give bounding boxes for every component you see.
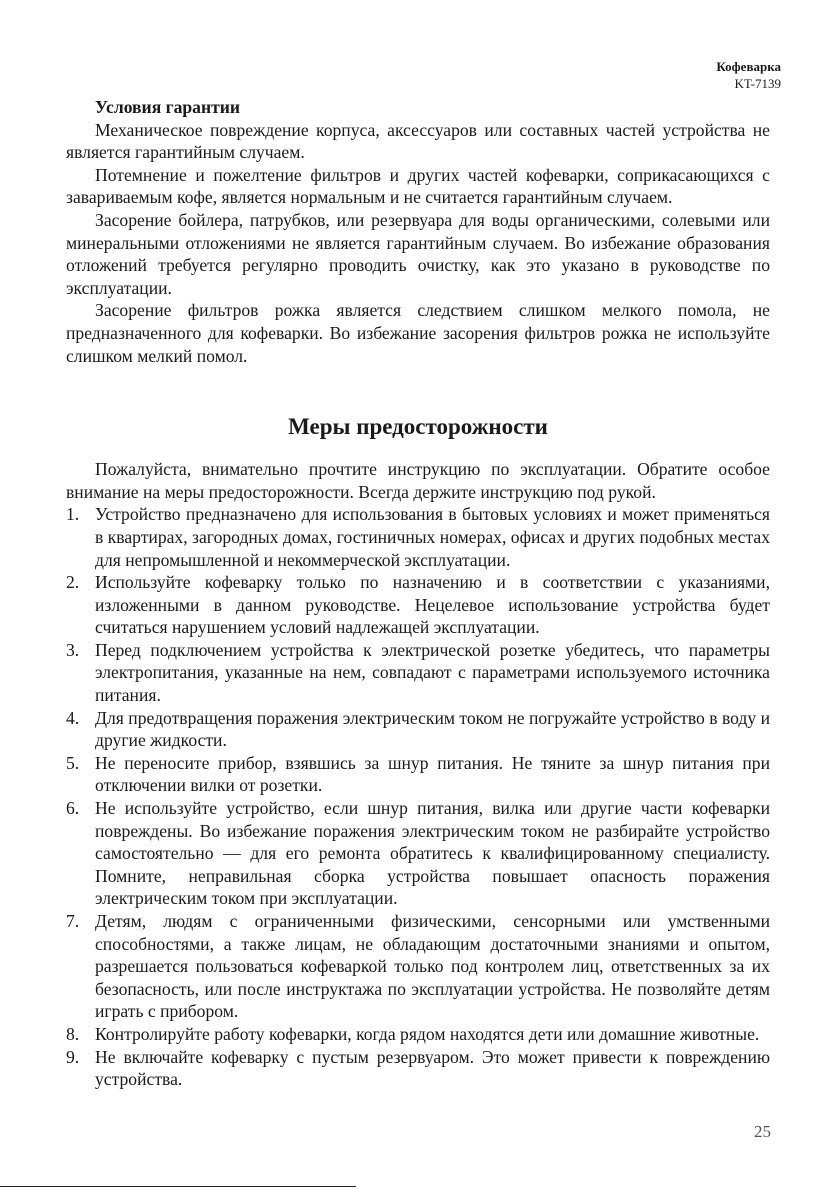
list-item <box>66 503 770 571</box>
precautions-intro: Пожалуйста, внимательно прочтите инструкцию по эксплуатации. Обратите особое внимание на меры предосторожности. Всегда держите инструкцию под рукой. <box>66 459 770 502</box>
list-item-text: Перед подключением устройства к электрической розетке убедитесь, что параметры электропитания, указанные на нем, совпадают с параметрами используемого источника питания. <box>95 639 770 706</box>
list-item-text: Не переносите прибор, взявшись за шнур питания. Не тяните за шнур питания при отключении вилки от розетки. <box>95 752 770 796</box>
warranty-paragraph: Механическое повреждение корпуса, аксессуаров или составных частей устройства не является гарантийным случаем. <box>66 119 770 163</box>
list-item-text: Используйте кофеварку только по назначению и в соответствии с указаниями, изложенными в данном руководстве. Нецелевое использование устройства будет считаться нарушением условий надлежащей эксплуатации. <box>95 572 770 638</box>
list-item-number: 3. <box>66 639 80 660</box>
header-model-number: KT-7139 <box>734 76 781 91</box>
list-item-number: 6. <box>66 798 80 819</box>
header-product-name: Кофеварка <box>716 59 781 74</box>
list-item-number: 9. <box>66 1046 80 1067</box>
list-item-number: 1. <box>66 504 80 525</box>
warranty-heading: Условия гарантии <box>95 97 241 117</box>
list-item-text: Детям, людям с ограниченными физическими, сенсорными или умственными способностями, а также лицам, не обладающим достаточными знаниями и опытом, разрешается пользоваться кофеваркой только под контролем лиц, ответственных за их безопасность, или после инструктажа по эксплуатации устройства. Не позволяйте детям играть с прибором. <box>95 911 770 1022</box>
warranty-paragraph: Потемнение и пожелтение фильтров и других частей кофеварки, соприкасающихся с завариваемым кофе, является нормальным и не считается гарантийным случаем. <box>66 164 770 208</box>
list-item <box>66 910 770 1023</box>
list-item <box>66 1046 770 1091</box>
page-content <box>66 96 770 1091</box>
list-item-text: Не включайте кофеварку с пустым резервуаром. Это может привести к повреждению устройства. <box>95 1046 770 1090</box>
warranty-paragraph: Засорение бойлера, патрубков, или резервуара для воды органическими, солевыми или минеральными отложениями не является гарантийным случаем. Во избежание образования отложений требуется регулярно проводить очистку, как это указано в руководстве по эксплуатации. <box>66 209 770 298</box>
footer-divider <box>0 1186 356 1187</box>
list-item-text: Не используйте устройство, если шнур питания, вилка или другие части кофеварки повреждены. Во избежание поражения электрическим током не разбирайте устройство самостоятельно — для его ремонта обратитесь к квалифицированному специалисту. Помните, неправильная сборка устройства повышает опасность поражения электрическим током при эксплуатации. <box>95 798 770 909</box>
list-item <box>66 797 770 910</box>
list-item <box>66 752 770 797</box>
list-item-text: Для предотвращения поражения электрическим током не погружайте устройство в воду и другие жидкости. <box>95 707 770 751</box>
list-item-number: 4. <box>66 707 80 728</box>
list-item-number: 7. <box>66 911 80 931</box>
running-header <box>716 58 781 92</box>
list-item-number: 8. <box>66 1023 80 1044</box>
precautions-heading: Меры предосторожности <box>288 414 548 440</box>
list-item-text: Контролируйте работу кофеварки, когда рядом находятся дети или домашние животные. <box>95 1023 760 1044</box>
page-number: 25 <box>754 1122 771 1141</box>
list-item <box>66 571 770 639</box>
precautions-list <box>66 503 770 1090</box>
list-item <box>66 639 770 707</box>
list-item-text: Устройство предназначено для использования в бытовых условиях и может применяться в квартирах, загородных домах, гостиничных номерах, офисах и других подобных местах для непромышленной и некоммерческой эксплуатации. <box>95 504 770 570</box>
list-item-number: 2. <box>66 572 80 593</box>
warranty-paragraph: Засорение фильтров рожка является следствием слишком мелкого помола, не предназначенного для кофеварки. Во избежание засорения фильтров рожка не используйте слишком мелкий помол. <box>66 300 770 366</box>
list-item-number: 5. <box>66 752 80 773</box>
list-item <box>66 1023 770 1046</box>
list-item <box>66 707 770 752</box>
